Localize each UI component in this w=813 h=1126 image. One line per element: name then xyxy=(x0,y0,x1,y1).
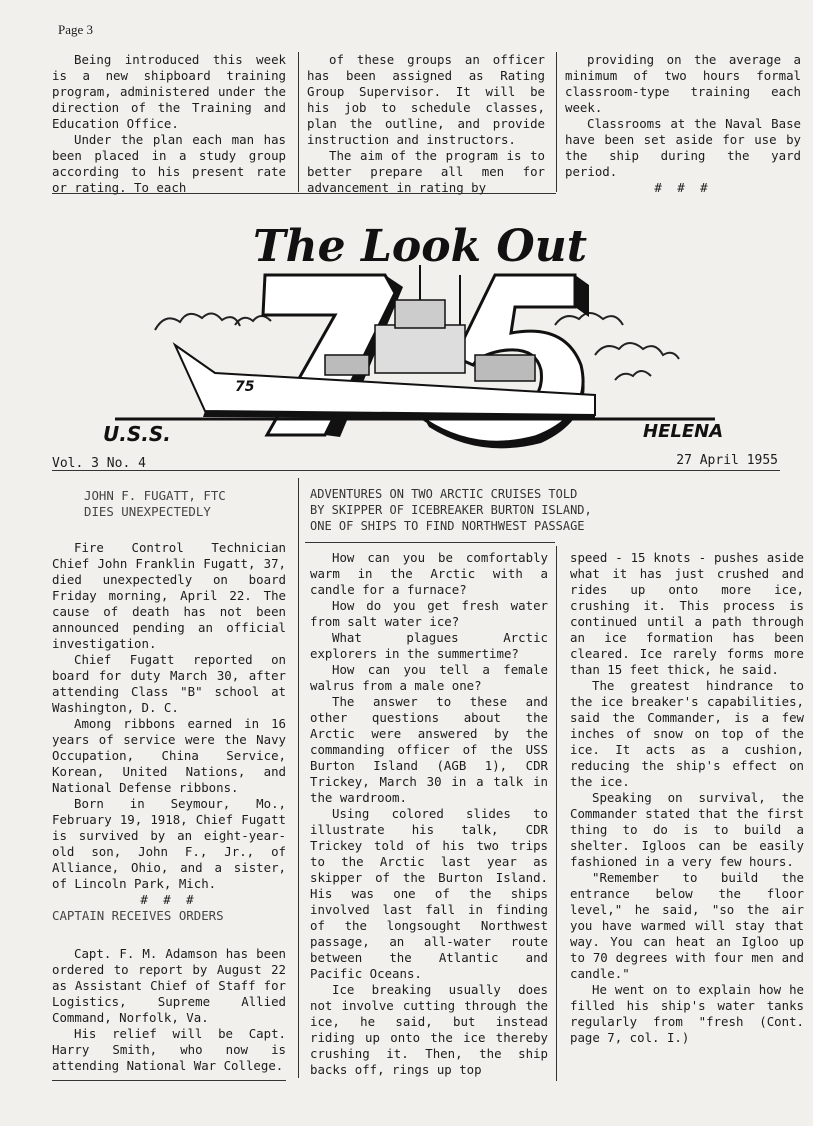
column-divider xyxy=(556,546,557,1081)
ship-name-label: HELENA xyxy=(643,421,724,442)
story-heading-captain: CAPTAIN RECEIVES ORDERS xyxy=(52,908,224,923)
left-column xyxy=(52,488,286,1074)
bottom-rule xyxy=(52,1080,286,1081)
paragraph: The aim of the program is to better prepare all men for advancement in rating by xyxy=(307,148,545,195)
paragraph: Being introduced this week is a new shipboard training program, administered under the direction of the Training and Education Office. xyxy=(52,52,286,131)
paragraph: providing on the average a minimum of two hours formal classroom-type training each week. xyxy=(565,52,801,115)
paragraph: Fire Control Technician Chief John Franklin Fugatt, 37, died unexpectedly on board Friday morning, April 22. The cause of death has not been announced pending an official investigation. xyxy=(52,540,286,651)
column-divider xyxy=(298,52,299,192)
top-column-1 xyxy=(52,52,286,196)
story-heading-fugatt xyxy=(52,488,286,520)
paragraph: How can you be comfortably warm in the Arctic with a candle for a furnace? xyxy=(310,550,548,597)
paragraph: He went on to explain how he filled his ship's water tanks regularly from "fresh (Cont. page 7, col. I.) xyxy=(570,982,804,1045)
masthead-title: The Look Out xyxy=(252,221,588,272)
paragraph: Under the plan each man has been placed in a study group according to his present rate or rating. To each xyxy=(52,132,286,195)
paragraph: Speaking on survival, the Commander stated that the first thing to do is to build a shelter. Igloos can be easily fashioned in a very few hours. xyxy=(570,790,804,869)
volume-number: Vol. 3 No. 4 xyxy=(52,456,146,471)
uss-label: U.S.S. xyxy=(103,422,171,446)
paragraph: "Remember to build the entrance below the floor level," he said, "so the air you have warmed will stay that way. You can heat an Igloo up to 70 degrees with four men and candle." xyxy=(570,870,804,981)
paragraph: of these groups an officer has been assigned as Rating Group Supervisor. It will be his job to schedule classes, plan the outline, and provide instruction and instructors. xyxy=(307,52,545,147)
hull-number: 75 xyxy=(235,379,255,395)
issue-date: 27 April 1955 xyxy=(676,453,778,468)
paragraph: The greatest hindrance to the ice breaker's capabilities, said the Commander, is a few inches of snow on top of the ice. It acts as a cushion, reducing the ship's effect on the ice. xyxy=(570,678,804,789)
masthead xyxy=(95,205,745,460)
paragraph: Born in Seymour, Mo., February 19, 1918, Chief Fugatt is survived by an eight-year-old son, John F., Jr., of Alliance, Ohio, and a sister, of Lincoln Park, Mich. xyxy=(52,796,286,891)
top-column-3 xyxy=(565,52,801,196)
top-column-2 xyxy=(307,52,545,196)
paragraph: Capt. F. M. Adamson has been ordered to report by August 22 as Assistant Chief of Staff for Logistics, Supreme Allied Command, Norfolk, Va. xyxy=(52,946,286,1025)
paragraph: Among ribbons earned in 16 years of service were the Navy Occupation, China Service, Korean, United Nations, and National Defense ribbons. xyxy=(52,716,286,795)
paragraph: Using colored slides to illustrate his talk, CDR Trickey told of his two trips to the Arctic last year as skipper of the Burton Island. His was one of the ships involved last fall in finding of the longsought Northwest passage, an all-water route between the Atlantic and Pacific Oceans. xyxy=(310,806,548,981)
paragraph: Classrooms at the Naval Base have been set aside for use by the ship during the yard period. xyxy=(565,116,801,179)
end-mark: # # # xyxy=(654,180,712,195)
column-divider xyxy=(556,52,557,192)
paragraph: How can you tell a female walrus from a male one? xyxy=(310,662,548,693)
masthead-rule xyxy=(52,470,780,471)
paragraph: How do you get fresh water from salt water ice? xyxy=(310,598,548,629)
heading-line: DIES UNEXPECTEDLY xyxy=(84,504,211,519)
column-divider xyxy=(298,478,299,1078)
paragraph: His relief will be Capt. Harry Smith, who now is attending National War College. xyxy=(52,1026,286,1073)
masthead-art xyxy=(95,205,745,460)
top-rule xyxy=(52,193,556,194)
paragraph: The answer to these and other questions about the Arctic were answered by the commanding officer of the USS Burton Island (AGB 1), CDR Trickey, March 30 in a talk in the wardroom. xyxy=(310,694,548,805)
page-number: Page 3 xyxy=(58,22,94,37)
paragraph: speed - 15 knots - pushes aside what it has just crushed and rides up onto more ice, crushing it. This process is continued until a path through an ice formation has been cleared. Ice rarely forms more than 15 feet thick, he said. xyxy=(570,550,804,677)
headline-line: BY SKIPPER OF ICEBREAKER BURTON ISLAND, xyxy=(310,503,592,517)
end-mark: # # # xyxy=(140,892,198,907)
paragraph: Chief Fugatt reported on board for duty March 30, after attending Class "B" school at Washington, D. C. xyxy=(52,652,286,715)
feature-headline xyxy=(310,486,620,534)
headline-line: ONE OF SHIPS TO FIND NORTHWEST PASSAGE xyxy=(310,519,585,533)
paragraph: Ice breaking usually does not involve cutting through the ice, he said, but instead riding up onto the ice thereby crushing it. Then, the ship backs off, rings up top xyxy=(310,982,548,1077)
feature-column-b xyxy=(570,550,804,1046)
feature-column-a xyxy=(310,550,548,1078)
headline-rule xyxy=(305,542,555,543)
paragraph: What plagues Arctic explorers in the summertime? xyxy=(310,630,548,661)
headline-line: ADVENTURES ON TWO ARCTIC CRUISES TOLD xyxy=(310,487,578,501)
heading-line: JOHN F. FUGATT, FTC xyxy=(84,488,226,503)
